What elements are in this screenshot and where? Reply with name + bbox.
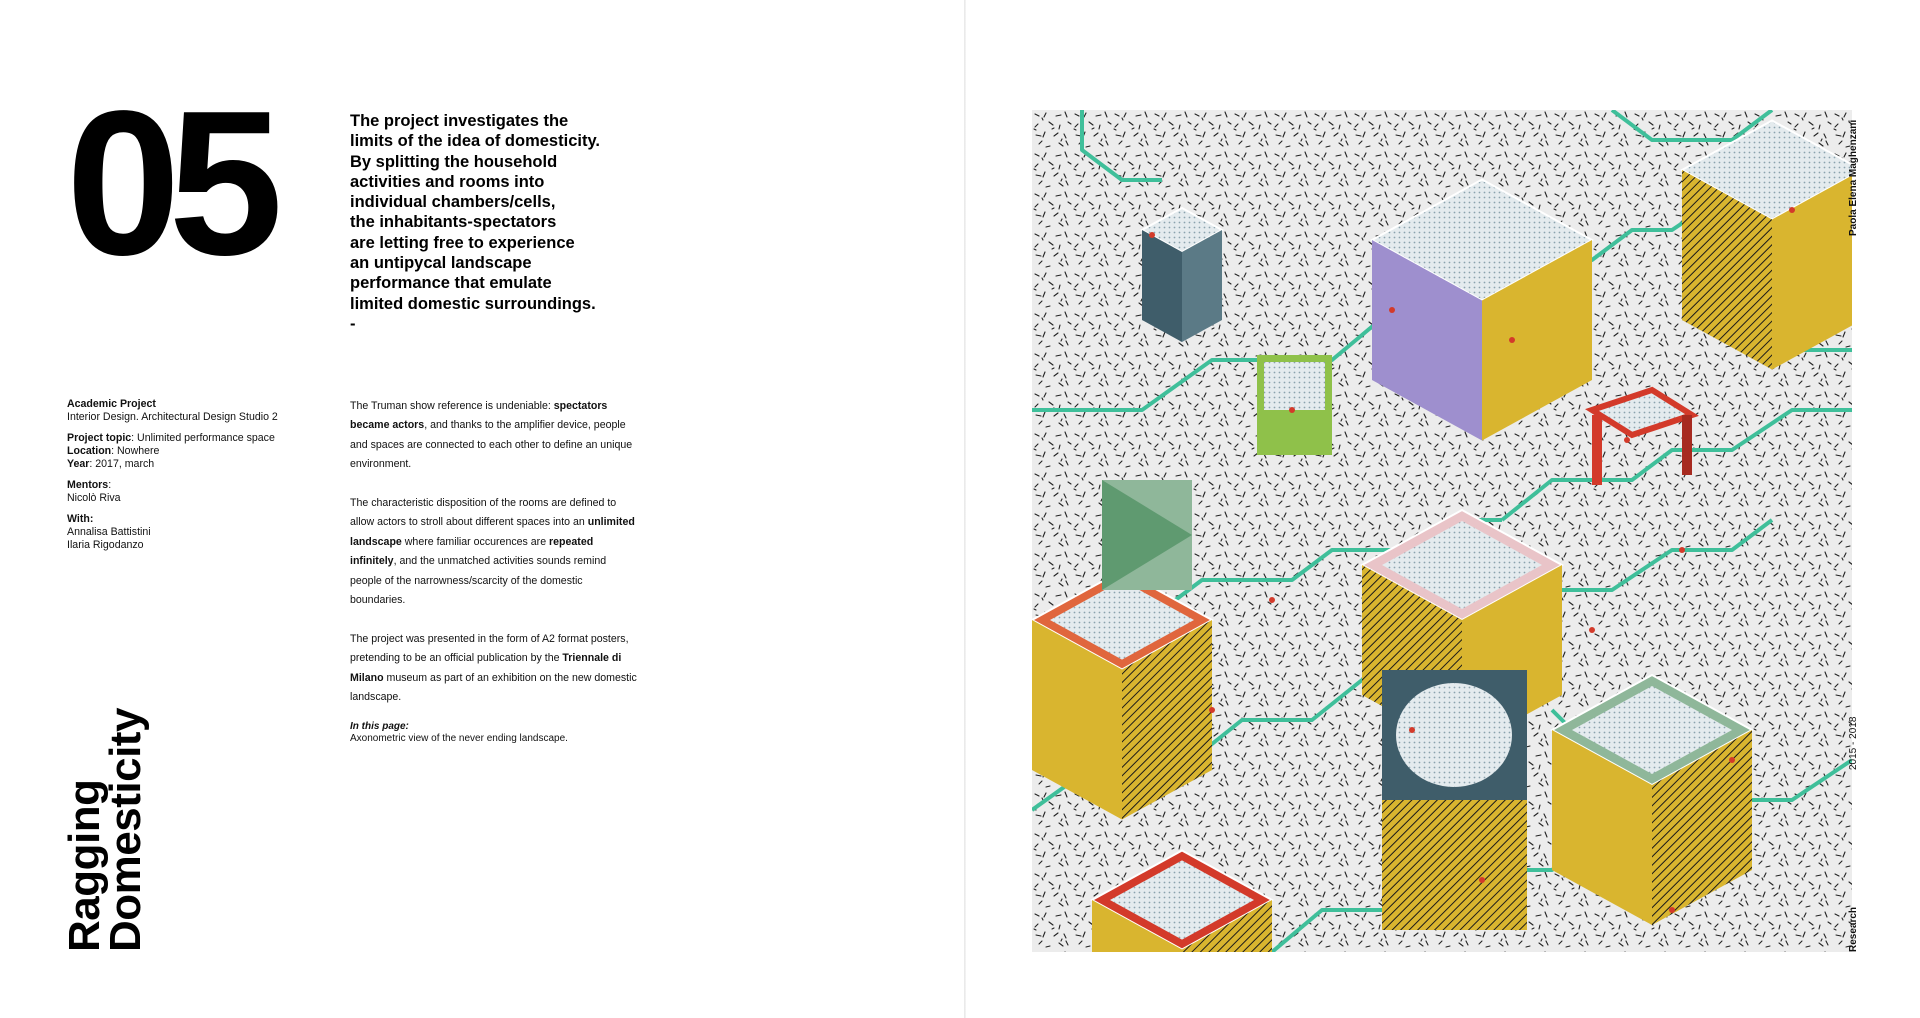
- block-slate: [1142, 208, 1222, 342]
- text-run: The project was presented in the form of A2 format posters, pretending to be an official publication by the: [350, 632, 629, 665]
- title-line-2: Domesticity: [101, 708, 150, 952]
- axonometric-illustration: [1032, 110, 1852, 952]
- body-paragraph-3: [350, 630, 640, 708]
- academic-label: Academic Project: [67, 398, 156, 410]
- chapter-number: 05: [66, 68, 272, 298]
- block-top-right: [1682, 121, 1852, 370]
- red-dot-1: [1289, 407, 1295, 413]
- with-name-2: Ilaria Rigodanzo: [67, 539, 144, 551]
- red-dot-10: [1479, 877, 1485, 883]
- text-run: where familiar occurences are: [401, 535, 550, 548]
- lime-window: [1264, 362, 1325, 410]
- red-dot-7: [1409, 727, 1415, 733]
- body-paragraph-2: [350, 494, 640, 610]
- illustration-svg: [1032, 110, 1852, 952]
- project-meta: Academic Project Interior Design. Architectural Design Studio 2 Project topic: Unlimited performance space Location: Nowhere Year: 2017, march Mentors: Nicolò Riva With: Annalisa Battistini Ilaria Rigodanzo: [67, 398, 278, 551]
- red-dot-8: [1589, 627, 1595, 633]
- text-run: The Truman show reference is undeniable:: [350, 400, 554, 412]
- stool-leg-1: [1592, 415, 1602, 485]
- block-green: [1102, 480, 1192, 590]
- red-dot-4: [1624, 437, 1630, 443]
- title-line-1: Ragging: [60, 779, 109, 952]
- lead-paragraph: The project investigates the limits of the idea of domesticity. By splitting the household activities and rooms into individual chambers/cells, the inhabitants-spectators are letting free to experience an untipycal landscape performance that emulate limited domestic surroundings. -: [350, 112, 600, 333]
- block-lime: [1257, 355, 1332, 455]
- text-run: , and the unmatched activities sounds remind people of the narrowness/scarcity of the domestic boundaries.: [350, 555, 607, 607]
- year-value: : 2017, march: [89, 458, 155, 470]
- academic-value: Interior Design. Architectural Design Studio 2: [67, 411, 278, 423]
- text-run: , and thanks to the amplifier device, people and spaces are connected to each other to define an unique environment.: [350, 419, 633, 471]
- block-arch: [1382, 670, 1527, 930]
- with-label: With:: [67, 513, 94, 525]
- block-orange: [1032, 571, 1212, 820]
- text-run: museum as part of an exhibition on the new domestic landscape.: [350, 671, 637, 704]
- location-value: : Nowhere: [111, 445, 160, 457]
- topic-value: : Unlimited performance space: [131, 432, 275, 444]
- mentors-label: Mentors: [67, 479, 109, 491]
- red-dot-12: [1209, 707, 1215, 713]
- stool-leg-2: [1682, 415, 1692, 475]
- red-dot-9: [1729, 757, 1735, 763]
- body-text: [350, 397, 640, 727]
- project-title-vertical: [60, 708, 150, 952]
- emphasis: unlimited landscape: [350, 516, 635, 548]
- year-label: Year: [67, 458, 90, 470]
- topic-label: Project topic: [67, 432, 132, 444]
- red-dot-3: [1509, 337, 1515, 343]
- years-label: 2015 - 2018: [1848, 716, 1859, 770]
- emphasis: Triennale di Milano: [350, 652, 622, 684]
- mentors-value: Nicolò Riva: [67, 492, 121, 504]
- red-dot-11: [1789, 207, 1795, 213]
- caption-text: Axonometric view of the never ending landscape.: [350, 732, 568, 744]
- section-label: Research: [1848, 906, 1859, 952]
- arch-opening: [1396, 683, 1512, 787]
- with-name-1: Annalisa Battistini: [67, 526, 151, 538]
- caption-title: In this page:: [350, 721, 409, 732]
- emphasis: spectators became actors: [350, 400, 608, 432]
- text-run: The characteristic disposition of the rooms are defined to allow actors to stroll about different spaces into an: [350, 497, 617, 529]
- red-dot-5: [1679, 547, 1685, 553]
- red-dot-13: [1669, 907, 1675, 913]
- emphasis: repeated infinitely: [350, 535, 594, 568]
- image-caption: [350, 721, 640, 744]
- body-paragraph-1: [350, 397, 640, 475]
- red-dot-0: [1149, 232, 1155, 238]
- location-label: Location: [67, 445, 112, 457]
- red-dot-2: [1389, 307, 1395, 313]
- author-label: Paola Elena Maghenzani: [1848, 119, 1859, 236]
- red-dot-6: [1269, 597, 1275, 603]
- arch-base: [1382, 800, 1527, 930]
